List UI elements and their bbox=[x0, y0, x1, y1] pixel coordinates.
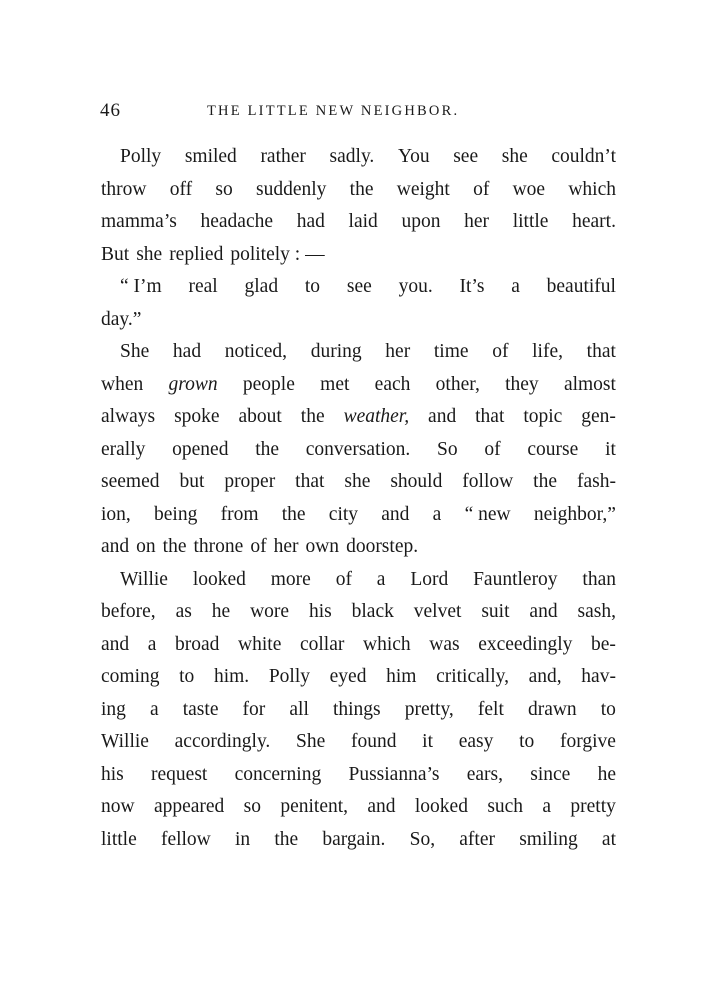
word: penitent, bbox=[280, 796, 349, 817]
word: follow bbox=[462, 471, 514, 492]
word: it bbox=[605, 438, 616, 460]
word: after bbox=[459, 828, 495, 850]
word: fash- bbox=[576, 471, 616, 492]
running-head bbox=[100, 100, 615, 124]
word: she bbox=[136, 243, 163, 265]
word: to bbox=[519, 731, 535, 752]
word: headache bbox=[200, 211, 274, 232]
word: own bbox=[305, 536, 340, 557]
word: always bbox=[101, 406, 156, 427]
word: so bbox=[215, 178, 233, 200]
body-text bbox=[101, 141, 616, 856]
word: pretty bbox=[570, 796, 616, 817]
word: ears, bbox=[466, 763, 504, 785]
word: throw bbox=[101, 178, 147, 200]
word: hav- bbox=[581, 666, 616, 687]
word: the bbox=[255, 438, 280, 460]
word: almost bbox=[563, 373, 616, 395]
text-line bbox=[101, 694, 616, 727]
word: that bbox=[586, 341, 616, 362]
word: You bbox=[397, 146, 430, 167]
word: his bbox=[101, 763, 124, 785]
word: a bbox=[150, 698, 159, 720]
word: exceedingly bbox=[478, 633, 573, 655]
word: day.” bbox=[101, 308, 142, 330]
word: conversation. bbox=[305, 438, 411, 460]
word: doorstep. bbox=[346, 536, 419, 557]
word: see bbox=[346, 276, 372, 297]
word: forgive bbox=[559, 731, 616, 752]
word: mamma’s bbox=[101, 211, 177, 232]
word: which bbox=[568, 178, 616, 200]
word: each bbox=[374, 373, 411, 395]
word: coming bbox=[101, 666, 160, 687]
word: replied bbox=[169, 243, 224, 265]
word: to bbox=[600, 698, 616, 720]
word: be- bbox=[591, 633, 616, 655]
word: she bbox=[501, 146, 528, 167]
word: critically, bbox=[436, 666, 509, 687]
word: Willie bbox=[120, 568, 168, 590]
word: before, bbox=[101, 601, 156, 622]
word: sash, bbox=[577, 601, 616, 622]
word: “ new bbox=[464, 503, 511, 525]
word: concerning bbox=[234, 763, 322, 785]
text-line bbox=[101, 434, 616, 467]
word: a bbox=[432, 503, 442, 525]
word: woe bbox=[512, 178, 546, 200]
word: of bbox=[473, 178, 490, 200]
book-title: THE LITTLE NEW NEIGHBOR. bbox=[207, 103, 460, 119]
page-number: 46 bbox=[100, 100, 121, 121]
word: they bbox=[505, 373, 539, 395]
word: people bbox=[242, 373, 295, 395]
text-line bbox=[101, 629, 616, 662]
text-line bbox=[101, 824, 616, 857]
word: But bbox=[101, 243, 130, 265]
word: during bbox=[310, 341, 362, 362]
word: a bbox=[376, 568, 386, 590]
word: beautiful bbox=[546, 276, 616, 297]
text-line bbox=[101, 271, 616, 304]
word: noticed, bbox=[224, 341, 288, 362]
word: felt bbox=[477, 698, 504, 720]
text-line bbox=[101, 531, 616, 564]
word: off bbox=[169, 178, 193, 200]
word: She bbox=[296, 731, 326, 752]
word: of bbox=[335, 568, 352, 590]
word: that bbox=[475, 406, 505, 427]
text-line bbox=[101, 791, 616, 824]
word: smiling bbox=[519, 828, 578, 850]
word: spoke bbox=[174, 406, 220, 427]
word: had bbox=[296, 211, 325, 232]
word: and bbox=[381, 503, 410, 525]
word: she bbox=[344, 471, 371, 492]
word: now bbox=[101, 796, 135, 817]
word: ing bbox=[101, 698, 126, 720]
word: he bbox=[211, 601, 231, 622]
text-line bbox=[101, 141, 616, 174]
word: smiled bbox=[184, 146, 237, 167]
word: when bbox=[101, 373, 144, 395]
word: It’s bbox=[459, 276, 485, 297]
word: found bbox=[350, 731, 397, 752]
word: She bbox=[120, 341, 150, 362]
word: it bbox=[422, 731, 434, 752]
word: opened bbox=[172, 438, 229, 460]
word: time bbox=[433, 341, 469, 362]
text-line bbox=[101, 401, 616, 434]
word: Fauntleroy bbox=[473, 568, 558, 590]
word: a bbox=[147, 633, 157, 655]
word: topic bbox=[523, 406, 563, 427]
word: at bbox=[601, 828, 616, 850]
word: since bbox=[530, 763, 571, 785]
word: the bbox=[281, 503, 306, 525]
word: white bbox=[238, 633, 282, 655]
word: weather, bbox=[343, 406, 410, 427]
word: drawn bbox=[527, 698, 577, 720]
word: the bbox=[162, 536, 187, 557]
word: proper bbox=[224, 471, 276, 492]
word: on bbox=[136, 536, 156, 557]
word: his bbox=[308, 601, 332, 622]
text-line bbox=[101, 369, 616, 402]
word: he bbox=[597, 763, 616, 785]
word: the bbox=[300, 406, 325, 427]
word: request bbox=[151, 763, 208, 785]
word: “ I’m bbox=[120, 276, 162, 297]
word: her bbox=[273, 536, 299, 557]
word: eyed bbox=[329, 666, 367, 687]
word: should bbox=[390, 471, 443, 492]
text-line bbox=[101, 726, 616, 759]
word: about bbox=[238, 406, 282, 427]
word: rather bbox=[260, 146, 306, 167]
word: gen- bbox=[581, 406, 616, 427]
word: suit bbox=[481, 601, 510, 622]
word: laid bbox=[348, 211, 378, 232]
word: other, bbox=[435, 373, 480, 395]
word: had bbox=[172, 341, 202, 362]
word: upon bbox=[401, 211, 441, 232]
word: that bbox=[295, 471, 325, 492]
word: and bbox=[101, 633, 130, 655]
word: see bbox=[453, 146, 479, 167]
word: of bbox=[250, 536, 267, 557]
word: throne bbox=[193, 536, 244, 557]
word: So bbox=[437, 438, 458, 460]
word: politely : — bbox=[230, 243, 325, 265]
word: heart. bbox=[572, 211, 616, 232]
word: bargain. bbox=[322, 828, 386, 850]
word: taste bbox=[182, 698, 219, 720]
word: was bbox=[429, 633, 460, 655]
word: wore bbox=[250, 601, 290, 622]
word: Polly bbox=[268, 666, 310, 687]
word: and bbox=[428, 406, 457, 427]
word: her bbox=[464, 211, 490, 232]
word: from bbox=[220, 503, 259, 525]
text-line bbox=[101, 661, 616, 694]
word: the bbox=[274, 828, 299, 850]
word: you. bbox=[398, 276, 433, 297]
text-line bbox=[101, 304, 616, 337]
word: real bbox=[188, 276, 218, 297]
word: and bbox=[101, 536, 130, 557]
word: to bbox=[304, 276, 321, 297]
text-line bbox=[101, 174, 616, 207]
word: life, bbox=[532, 341, 563, 362]
word: pretty, bbox=[404, 698, 454, 720]
word: of bbox=[484, 438, 501, 460]
word: him bbox=[386, 666, 417, 687]
word: ion, bbox=[101, 503, 131, 525]
word: collar bbox=[299, 633, 345, 655]
word: being bbox=[154, 503, 198, 525]
word: seemed bbox=[101, 471, 160, 492]
word: neighbor,” bbox=[533, 503, 616, 525]
word: looked bbox=[192, 568, 246, 590]
text-line bbox=[101, 239, 616, 272]
word: black bbox=[351, 601, 394, 622]
word: fellow bbox=[160, 828, 211, 850]
word: So, bbox=[409, 828, 436, 850]
word: glad bbox=[244, 276, 279, 297]
word: and bbox=[367, 796, 396, 817]
word: as bbox=[175, 601, 192, 622]
word: more bbox=[270, 568, 311, 590]
word: such bbox=[487, 796, 524, 817]
word: city bbox=[328, 503, 359, 525]
word: easy bbox=[458, 731, 494, 752]
word: all bbox=[289, 698, 309, 720]
word: Pussianna’s bbox=[348, 763, 440, 785]
word: little bbox=[101, 828, 137, 850]
text-line bbox=[101, 759, 616, 792]
text-line bbox=[101, 206, 616, 239]
word: Willie bbox=[101, 731, 149, 752]
word: but bbox=[179, 471, 205, 492]
word: Polly bbox=[120, 146, 162, 167]
word: accordingly. bbox=[174, 731, 271, 752]
word: velvet bbox=[413, 601, 462, 622]
word: suddenly bbox=[255, 178, 327, 200]
word: a bbox=[511, 276, 520, 297]
word: met bbox=[320, 373, 350, 395]
word: broad bbox=[175, 633, 220, 655]
word: weight bbox=[396, 178, 450, 200]
word: and, bbox=[528, 666, 562, 687]
text-line bbox=[101, 564, 616, 597]
word: a bbox=[542, 796, 552, 817]
word: and bbox=[529, 601, 558, 622]
text-line bbox=[101, 499, 616, 532]
word: Lord bbox=[410, 568, 449, 590]
word: things bbox=[332, 698, 381, 720]
word: the bbox=[349, 178, 374, 200]
word: than bbox=[582, 568, 616, 590]
text-line bbox=[101, 466, 616, 499]
word: sadly. bbox=[329, 146, 375, 167]
word: her bbox=[385, 341, 411, 362]
word: appeared bbox=[153, 796, 225, 817]
word: for bbox=[242, 698, 266, 720]
word: in bbox=[234, 828, 251, 850]
text-line bbox=[101, 596, 616, 629]
word: him. bbox=[213, 666, 250, 687]
word: couldn’t bbox=[551, 146, 616, 167]
word: looked bbox=[414, 796, 468, 817]
text-line bbox=[101, 336, 616, 369]
word: to bbox=[179, 666, 195, 687]
word: course bbox=[527, 438, 579, 460]
word: little bbox=[512, 211, 549, 232]
word: so bbox=[243, 796, 261, 817]
word: erally bbox=[101, 438, 146, 460]
word: of bbox=[492, 341, 509, 362]
word: grown bbox=[168, 373, 218, 395]
word: the bbox=[533, 471, 557, 492]
word: which bbox=[362, 633, 411, 655]
